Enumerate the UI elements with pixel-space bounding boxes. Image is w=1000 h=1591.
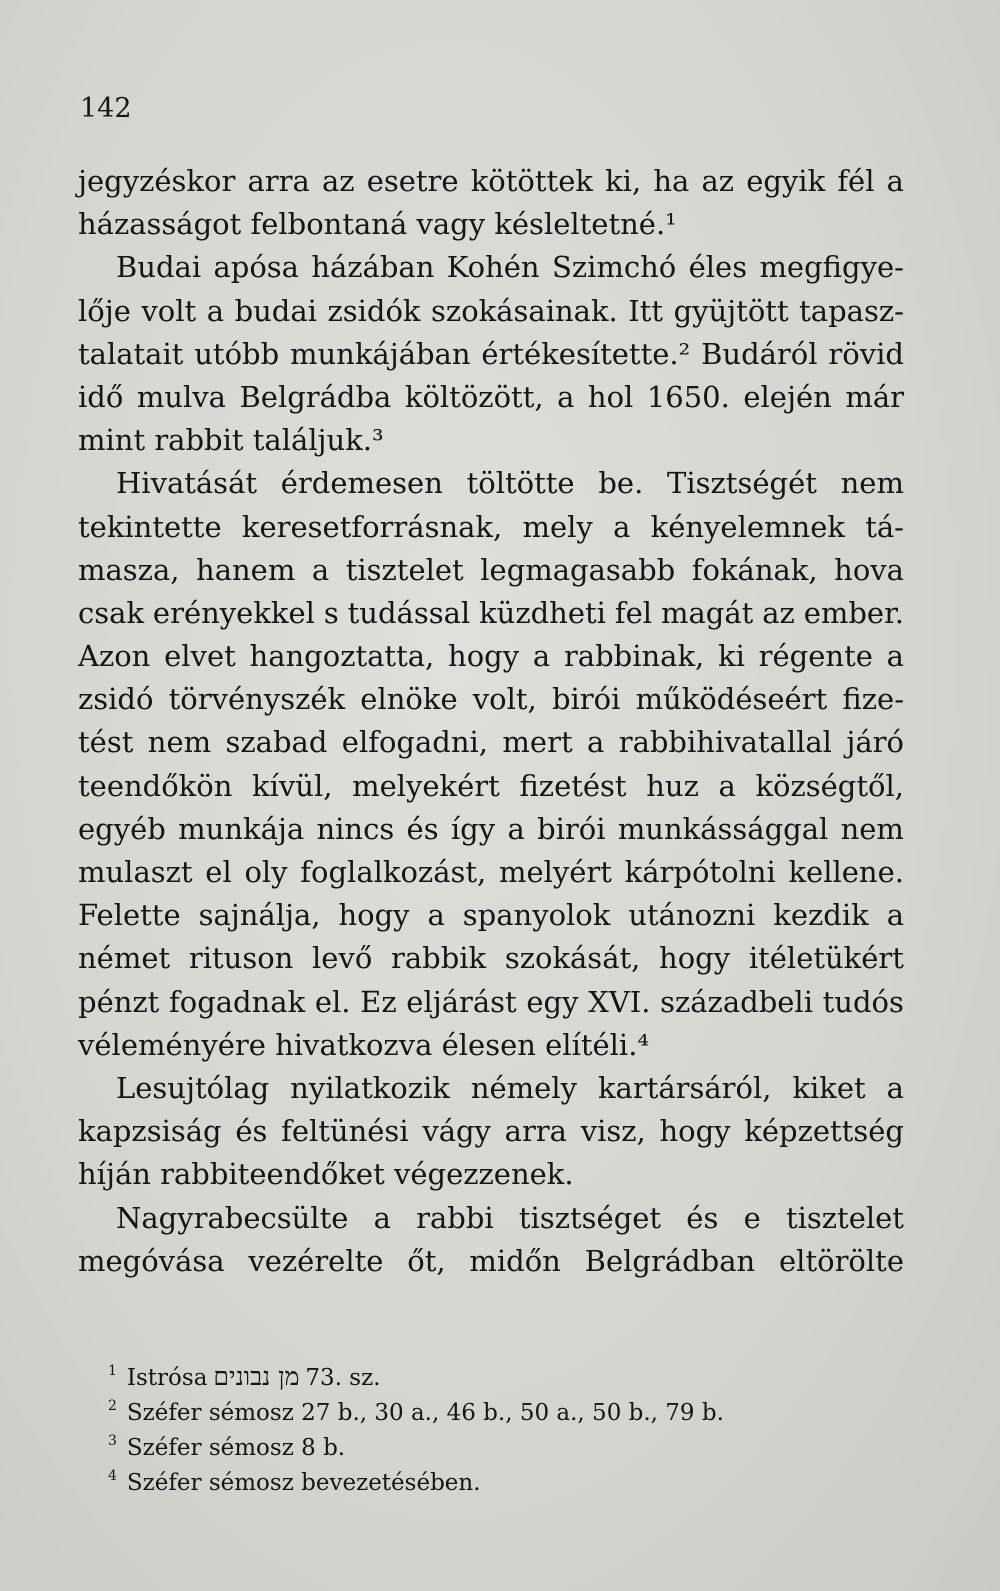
word: német [78,941,171,976]
word: eljárást [406,984,517,1019]
word: tisztelet [345,552,464,587]
word: a [206,293,225,328]
word: szokásainak. [431,293,618,328]
word: elnöke [360,682,458,717]
text-line [78,203,904,246]
word: munkájában [290,336,471,371]
text-line [78,1240,904,1283]
text-line [78,376,904,419]
word: őt, [407,1243,446,1278]
word: Belgrádban [584,1243,756,1278]
word: Budáról [701,336,818,371]
word: ki [718,639,745,674]
word: tá- [865,509,904,544]
word: vezérelte [248,1243,384,1278]
text-line [78,246,904,289]
word: kapzsiság [78,1114,222,1149]
word: apósa [213,250,299,285]
word: el [205,855,232,889]
word: Nagyrabecsülte [116,1200,349,1235]
word: legmagasabb [480,552,676,587]
footnote-text-after: 73. sz. [305,1365,381,1391]
word: hol [587,379,634,414]
word: XVI. [588,984,651,1019]
word: költözött, [404,379,544,414]
word: egyéb [78,811,166,846]
word: utánozni [628,898,756,933]
word: Felette [78,898,181,933]
text-line [78,721,904,764]
word: talatait [78,336,184,371]
word: a [587,725,605,760]
word: a [507,811,525,846]
word: századbeli [660,984,813,1019]
word: csak [78,595,144,630]
word: rituson [188,941,294,976]
word: rabbinak, [563,639,705,674]
word: tudós [822,984,904,1019]
word: budai [234,293,317,328]
word: volt [141,293,197,328]
footnote-text: Széfer sémosz 27 b., 30 a., 46 b., 50 a., 50 b., 79 b. [126,1400,724,1426]
word: a [886,639,904,674]
text-line [78,462,904,505]
word: Azon [78,639,151,674]
word: fize- [842,682,904,717]
word: elvet [164,639,236,674]
word: némely [470,1070,578,1105]
word: ki, [605,164,642,198]
footnote-text: Széfer sémosz bevezetésében. [126,1470,481,1496]
word: nem [840,811,904,846]
word: arra [247,164,310,198]
word: Tisztségét [667,466,817,501]
word: levő [312,941,373,976]
text-line [78,635,904,678]
word: munkája [178,811,305,846]
line-text: házasságot felbontaná vagy késleltetné.¹ [78,207,677,242]
word: zsidók [327,293,421,328]
word: kezdik [773,898,869,933]
word: Lesujtólag [116,1070,270,1105]
text-line [78,1024,904,1067]
footnote-text: Istrósa [126,1365,208,1391]
line-text: híján rabbiteendőket végezzenek. [78,1157,574,1192]
word: egy [526,984,579,1019]
word: kiket [792,1070,866,1105]
word: elején [743,379,832,414]
word: be. [598,466,644,501]
word: egyik [746,164,826,198]
word: hangoztatta, [249,639,435,674]
word: birói [551,682,621,717]
footnote [108,1389,908,1424]
word: mert [502,725,573,760]
word: Ez [360,984,397,1019]
word: rabbi [416,1200,494,1235]
word: és [406,811,439,846]
word: pénzt [78,984,160,1019]
word: mely [522,509,593,544]
word: Budai [116,250,202,285]
footnote-mark: 3 [108,1433,117,1449]
text-line [78,1197,904,1240]
word: kényelemnek [650,509,845,544]
word: nyilatkozik [290,1070,450,1105]
word: az [321,164,355,198]
word: feltünési [281,1114,409,1149]
hebrew-title: מן נבונים [213,1362,300,1391]
word: esetre [366,164,459,198]
word: kötöttek [470,164,593,198]
word: rabbik [391,941,487,976]
word: zsidó [78,682,154,717]
word: oly [244,855,288,889]
text-line [78,1153,904,1196]
word: mulaszt [78,855,193,889]
line-text: mint rabbit találjuk.³ [78,423,384,458]
text-line [78,419,904,462]
word: tisztséget [518,1200,662,1235]
word: kartársáról, [597,1070,772,1105]
word: rabbihivatallal [618,725,832,760]
word: el. [314,984,351,1019]
text-line [78,160,904,203]
word: idő [78,379,124,414]
word: s [323,595,339,630]
word: értékesítette.² [481,336,691,371]
text-line [78,1110,904,1153]
word: tudással [347,595,471,630]
page-number: 142 [80,93,132,124]
word: a [886,164,904,198]
word: éles [688,250,748,285]
body-text [78,160,904,1283]
footnote-mark: 4 [108,1468,117,1484]
text-line [78,937,904,980]
word: utóbb [194,336,280,371]
word: tekintette [78,509,222,544]
word: működéseért [635,682,828,717]
text-line [78,333,904,376]
word: vágy [422,1114,491,1149]
word: fizetést [519,768,627,803]
word: törvényszék [168,682,346,717]
word: a [886,1070,904,1105]
word: tapasz- [799,293,904,328]
word: ha [653,164,690,198]
word: szabad [225,725,328,760]
word: magát [660,595,754,630]
word: itéletükért [748,941,904,976]
footnote-mark: 1 [108,1363,117,1379]
word: a [373,1200,391,1235]
text-line [78,1067,904,1110]
word: fogadnak [169,984,306,1019]
word: rövid [828,336,904,371]
word: melyért [498,855,612,889]
word: az [762,595,795,630]
word: masza, [78,552,180,587]
word: volt, [472,682,537,717]
word: házában [311,250,435,285]
word: keresetforrásnak, [241,509,503,544]
word: a [557,379,575,414]
word: így [450,811,496,846]
word: kívül, [252,768,333,803]
word: Kohén [446,250,540,285]
word: foglalkozást, [300,855,487,889]
word: huz [646,768,699,803]
word: arra [504,1114,567,1149]
word: Belgrádba [239,379,392,414]
word: hogy [448,639,520,674]
line-text: véleményére hivatkozva élesen elítéli.⁴ [78,1027,650,1062]
word: kárpótolni [624,855,776,889]
word: fel [614,595,653,630]
word: tést [78,725,134,760]
word: szokását, [504,941,641,976]
word: lője [78,293,131,328]
word: fokának, [691,552,818,587]
word: töltötte [466,466,575,501]
word: melyekért [352,768,500,803]
word: küzdheti [479,595,606,630]
word: gyüjtött [673,293,789,328]
word: hogy [659,941,731,976]
word: e [743,1200,761,1235]
word: hanem [196,552,296,587]
word: Itt [628,293,664,328]
word: hogy [659,1114,731,1149]
word: érdemesen [280,466,443,501]
footnote-mark: 2 [108,1398,117,1414]
word: erényekkel [152,595,315,630]
text-line [78,549,904,592]
footnote-text: Széfer sémosz 8 b. [126,1435,346,1461]
word: és [686,1200,719,1235]
word: régente [758,639,873,674]
footnotes [108,1354,908,1494]
word: a [613,509,631,544]
word: teendőkön [78,768,233,803]
word: tisztelet [785,1200,904,1235]
word: az [701,164,735,198]
word: megfigye- [759,250,904,285]
text-line [78,592,904,635]
footnote [108,1354,908,1389]
text-line [78,290,904,333]
word: már [845,379,904,414]
word: községtől, [755,768,904,803]
word: spanyolok [462,898,611,933]
word: jegyzéskor [78,164,236,198]
word: megóvása [78,1243,225,1278]
word: járó [846,725,904,760]
footnote [108,1424,908,1459]
word: nem [147,725,212,760]
word: Hivatását [116,466,258,501]
text-line [78,506,904,549]
word: visz, [580,1114,646,1149]
word: mulva [136,379,226,414]
word: nem [840,466,904,501]
word: a [718,768,736,803]
word: képzettség [744,1114,904,1149]
word: Szimchó [551,250,677,285]
word: birói [537,811,606,846]
word: a [886,898,904,933]
word: fél [837,164,875,198]
word: a [311,552,330,587]
word: hova [834,552,904,587]
word: 1650. [646,379,730,414]
word: nincs [316,811,395,846]
word: eltörölte [779,1243,904,1278]
word: hogy [338,898,410,933]
word: elfogadni, [341,725,489,760]
word: sajnálja, [198,898,321,933]
word: midőn [469,1243,561,1278]
text-line [78,765,904,808]
footnote [108,1459,908,1494]
text-line [78,981,904,1024]
text-line [78,808,904,851]
word: munkássággal [617,811,829,846]
word: ember. [803,595,904,630]
word: a [427,898,445,933]
word: a [532,639,551,674]
word: kellene. [788,855,904,889]
text-line [78,851,904,894]
text-line [78,678,904,721]
text-line [78,894,904,937]
word: és [235,1114,268,1149]
